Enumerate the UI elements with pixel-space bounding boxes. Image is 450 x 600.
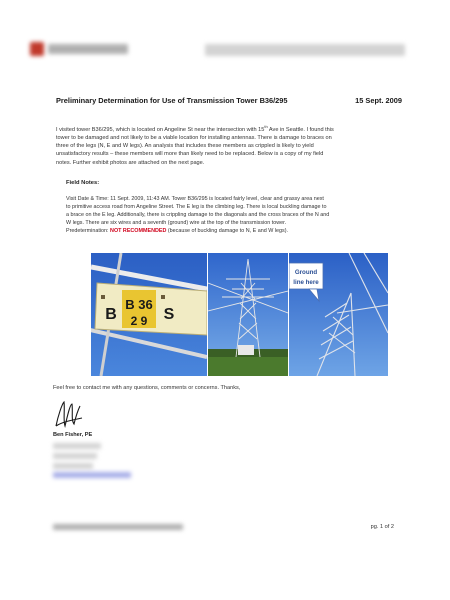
intro-line-3: three of the legs (N, E and W legs). An analysis that includes these members as crippled is likely to yield <box>56 143 314 150</box>
tower-ground-image <box>289 253 388 376</box>
field-notes-line-1: Visit Date & Time: 11 Sept. 2009, 11:43 AM. Tower B36/295 is located fairly level, clear and grassy area next <box>66 196 324 202</box>
signer-name: Ben Fisher, PE <box>53 432 93 438</box>
intro-paragraph <box>56 123 401 167</box>
document-date: 15 Sept. 2009 <box>355 96 402 105</box>
photo-tower-sign <box>91 253 207 376</box>
intro-line-5: notes. Further exhibit photos are attached on the next page. <box>56 159 205 166</box>
field-notes-line-2: to primitive access road from Angeline Street. The E leg is the climbing leg. There is local buckling damage to <box>66 204 327 210</box>
redacted-letterhead-right <box>205 44 405 56</box>
closing-sentence: Feel free to contact me with any questions, comments or concerns. Thanks, <box>53 385 241 391</box>
redacted-email-link[interactable] <box>53 472 131 478</box>
document-title: Preliminary Determination for Use of Transmission Tower B36/295 <box>56 96 288 105</box>
company-logo-mark <box>30 42 44 56</box>
callout-ground-text: Ground <box>294 269 318 276</box>
sign-bottom-number: 2 9 <box>130 314 148 328</box>
field-notes-line-3: a brace on the E leg. Additionally, there is crippling damage to the diagonals and the cross braces of the N and <box>66 212 330 218</box>
page-number: pg. 1 of 2 <box>370 524 394 530</box>
intro-line-4: unsatisfactory results – these members will more than likely need to be replaced. Below is a copy of my field <box>56 151 324 158</box>
not-recommended-label: NOT RECOMMENDED <box>110 228 167 234</box>
redacted-contact-line-1 <box>53 443 101 449</box>
redacted-footer-address <box>53 524 183 530</box>
intro-line-1: I visited tower B36/295, which is located on Angeline St near the intersection with 15th Ave in Seattle. I found this <box>56 124 334 133</box>
photo-tower-full <box>208 253 288 376</box>
tower-sign-image <box>91 253 207 376</box>
callout-line-here-text: line here <box>293 279 319 286</box>
redacted-contact-line-2 <box>53 453 97 459</box>
photo-tower-ground-line <box>289 253 388 376</box>
field-notes-body <box>66 195 402 235</box>
redacted-company-name <box>48 44 128 54</box>
handwritten-signature <box>52 396 84 432</box>
sign-top-number: B 36 <box>125 297 153 312</box>
redacted-contact-line-3 <box>53 463 93 469</box>
sign-letter-left: B <box>105 306 117 323</box>
predetermination-line: Predetermination: NOT RECOMMENDED (because of buckling damage to N, E and W legs). <box>66 228 289 234</box>
tower-full-image <box>208 253 288 376</box>
intro-line-2: tower to be damaged and not likely to be a viable location for installing antennas. There is damage to braces on <box>56 135 332 142</box>
field-notes-title: Field Notes: <box>66 180 100 186</box>
field-notes-line-4: W legs. There are six wires and a seventh (ground) wire at the top of the transmission tower. <box>66 220 287 226</box>
sign-letter-right: S <box>163 306 175 323</box>
